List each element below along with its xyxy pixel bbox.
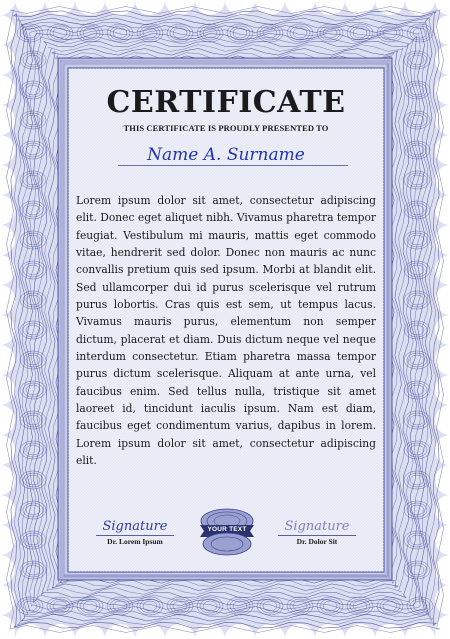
recipient-name: Name A. Surname [147,145,305,165]
signature-right [272,520,362,546]
signature-right-label: Dr. Dolor Sit [296,537,338,546]
seal-badge [196,508,258,558]
signature-right-line [278,535,356,536]
certificate-body-text: Lorem ipsum dolor sit amet, consectetur adipiscing elit. Donec eget aliquet nibh. Vivamus pharetra tempor feugiat. Vestibulum mi mauris, mattis eget commodo vitae, hendrerit sed dolor. Donec non mauris ac nunc convallis pretium quis sed ipsum. Morbi at blandit elit. Sed ullamcorper dui id purus scelerisque vel rutrum purus lobortis. Cras quis est sem, ut tempus lacus. Vivamus mauris purus, elementum non semper dictum, placerat et diam. Duis dictum neque vel neque interdum consectetur. Etiam pharetra massa tempor purus dictum scelerisque. Aliquam at ante urna, vel faucibus enim. Sed tellus nulla, tristique sit amet laoreet id, tincidunt iaculis ipsum. Nam est diam, faucibus eget condimentum varius, dapibus in lorem. Lorem ipsum dolor sit amet, consectetur adipiscing elit. [76,194,376,468]
certificate-subtitle: THIS CERTIFICATE IS PROUDLY PRESENTED TO [123,123,329,133]
certificate-title: CERTIFICATE [106,85,346,120]
certificate-panel [68,68,384,572]
signature-left-label: Dr. Lorem Ipsum [107,537,163,546]
signature-left [90,520,180,546]
signature-left-script: Signature [102,519,168,534]
seal-emblem-icon [196,508,258,558]
signature-right-script: Signature [284,519,350,534]
signature-left-line [96,535,174,536]
name-underline [118,165,348,166]
seal-text: YOUR TEXT [207,526,247,533]
